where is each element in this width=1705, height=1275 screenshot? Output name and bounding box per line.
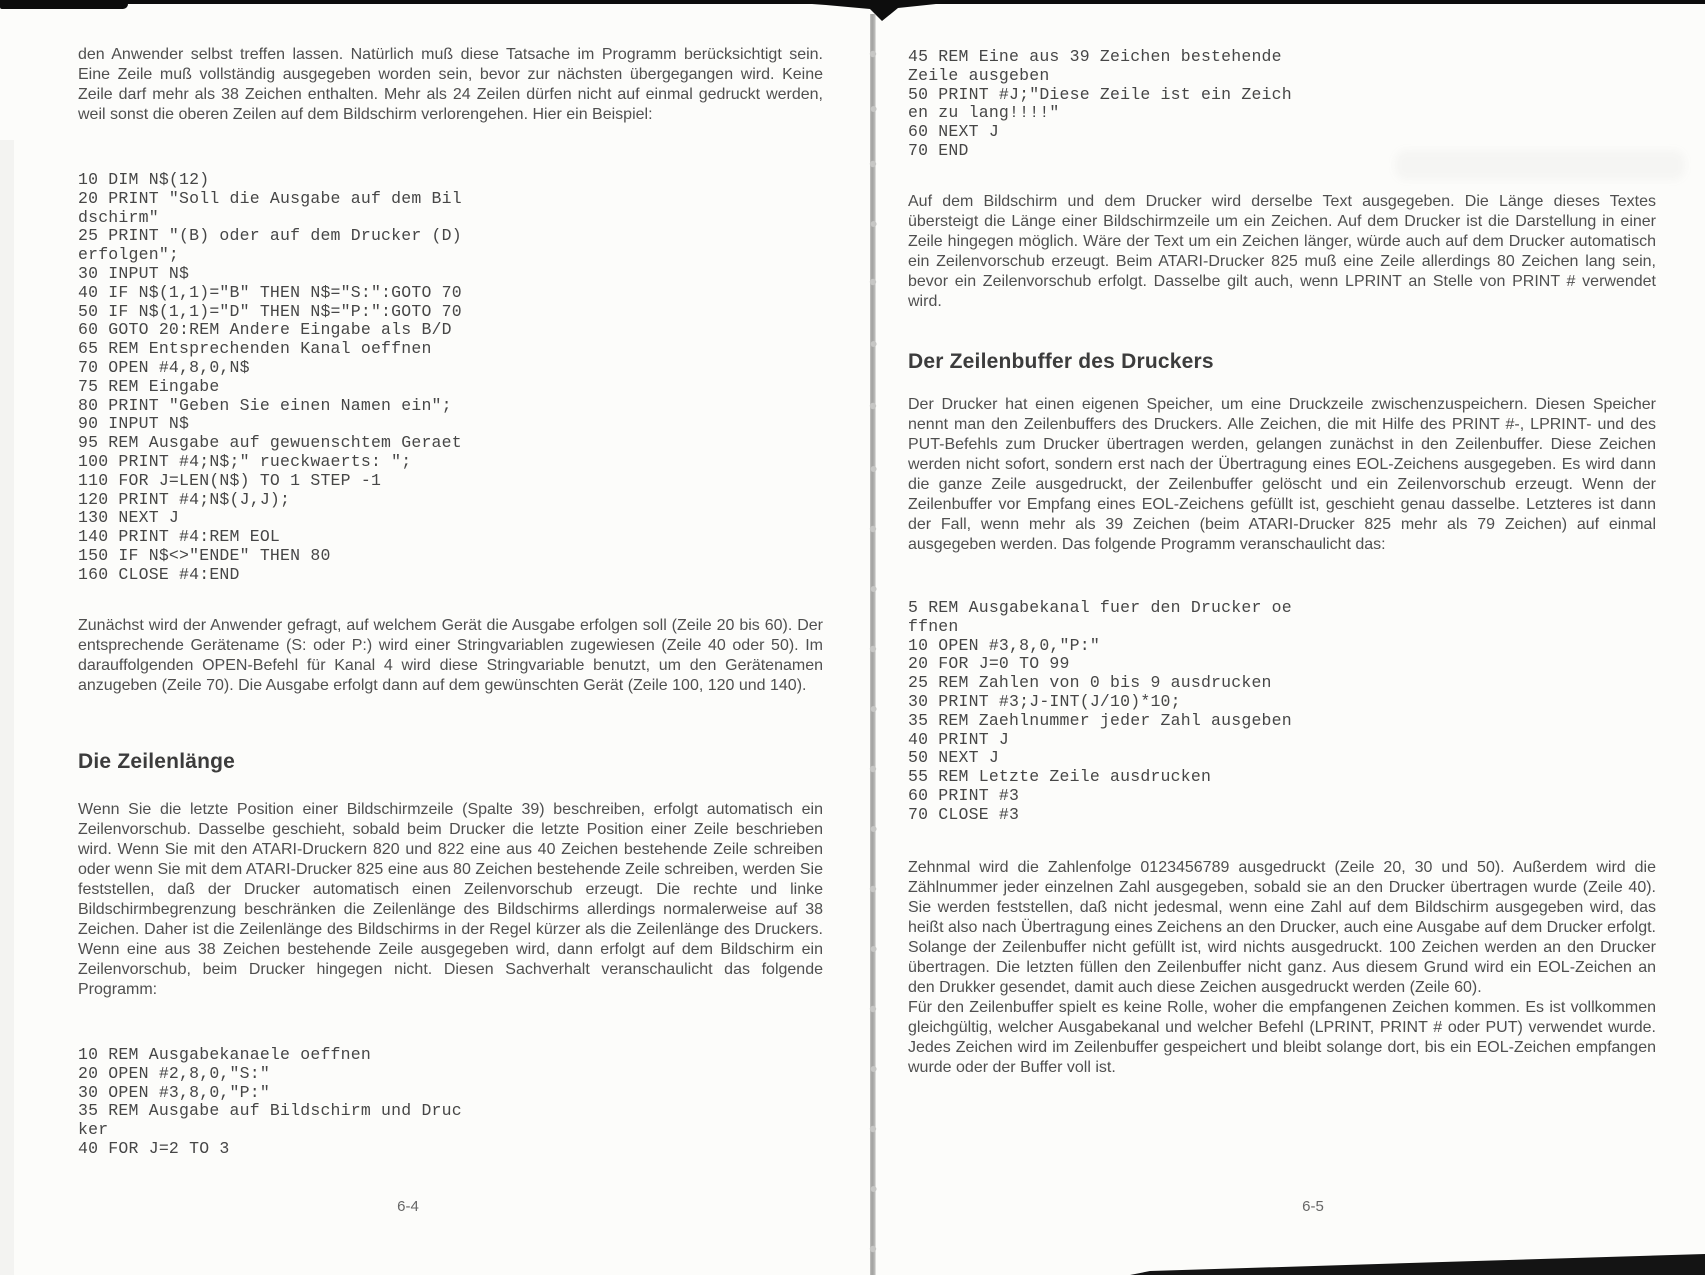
code-line: 40 IF N$(1,1)="B" THEN N$="S:":GOTO 70 — [78, 282, 462, 302]
code-line: 10 DIM N$(12) — [78, 170, 210, 189]
code-line: 50 PRINT #J;"Diese Zeile ist ein Zeich — [908, 84, 1292, 104]
code-line: 20 OPEN #2,8,0,"S:" — [78, 1063, 270, 1083]
code-line: 110 FOR J=LEN(N$) TO 1 STEP -1 — [78, 470, 382, 490]
code-line: 25 REM Zahlen von 0 bis 9 ausdrucken — [908, 673, 1272, 693]
code-line: 140 PRINT #4:REM EOL — [78, 527, 281, 547]
code-line: 60 PRINT #3 — [908, 785, 1020, 805]
right-basic-listing-2 — [908, 599, 1658, 825]
code-line: 65 REM Entsprechenden Kanal oeffnen — [78, 339, 432, 359]
code-line: 10 REM Ausgabekanaele oeffnen — [78, 1045, 371, 1064]
right-closing-text — [908, 858, 1656, 1078]
code-line: erfolgen"; — [78, 245, 180, 265]
scan-top-edge-shadow — [0, 0, 1705, 4]
code-line: 70 OPEN #4,8,0,N$ — [78, 357, 250, 377]
code-line: 50 NEXT J — [908, 748, 999, 768]
code-line: 70 END — [908, 140, 969, 160]
scan-corner-shadow — [0, 0, 128, 9]
code-line: ker — [78, 1120, 109, 1140]
scan-left-edge-shading — [0, 140, 14, 1275]
right-page-number: 6-5 — [1302, 1198, 1324, 1215]
code-line: 75 REM Eingabe — [78, 376, 220, 396]
code-line: 45 REM Eine aus 39 Zeichen bestehende — [908, 47, 1282, 66]
left-section-heading: Die Zeilenlänge — [78, 750, 236, 773]
right-paragraph-2: Zehnmal wird die Zahlenfolge 0123456789 ausgedruckt (Zeile 20, 30 und 50). Außerdem wird die Zählnummer jeder einzelnen Zahl ausgegeben, sobald sie an den Drucker übertragen wurde (Zeile 40). Sie werden feststellen, daß nicht jedesmal, wenn eine Zahl auf dem Bildschirm ausgegeben wird, das heißt also nach Übertragung eines Zeichens an den Drucker, auch eine Ausgabe auf dem Drucker erfolgt. Solange der Zeilenbuffer nicht gefüllt ist, wird nichts ausgedruckt. 100 Zeichen werden an den Drucker übertragen. Die letzten füllen den Zeilenbuffer nicht ganz. Aus diesem Grund wird ein EOL-Zeichen an den Drukker gesendet, damit auch diese Zeichen ausgedruckt werden (Zeile 60). — [908, 859, 1656, 996]
code-line: 40 PRINT J — [908, 729, 1010, 749]
code-line: 55 REM Letzte Zeile ausdrucken — [908, 767, 1212, 787]
code-line: 35 REM Zaehlnummer jeder Zahl ausgeben — [908, 710, 1292, 730]
code-line: 35 REM Ausgabe auf Bildschirm und Druc — [78, 1101, 462, 1121]
code-line: en zu lang!!!!" — [908, 103, 1060, 123]
code-line: 30 INPUT N$ — [78, 263, 190, 283]
code-line: 60 NEXT J — [908, 122, 999, 142]
right-section-heading: Der Zeilenbuffer des Druckers — [908, 350, 1214, 373]
right-basic-listing-1 — [908, 48, 1658, 161]
left-basic-listing-1 — [78, 171, 823, 585]
code-line: Zeile ausgeben — [908, 65, 1050, 85]
code-line: 150 IF N$<>"ENDE" THEN 80 — [78, 545, 331, 565]
code-line: 5 REM Ausgabekanal fuer den Drucker oe — [908, 598, 1292, 617]
right-paragraph-3: Für den Zeilenbuffer spielt es keine Rolle, woher die empfangenen Zeichen kommen. Es ist vollkommen gleichgültig, welcher Ausgabekanal und welcher Befehl (LPRINT, PRINT # oder PUT) verwendet wurde. Jedes Zeichen wird im Zeilenbuffer gespeichert und bleibt solange dort, bis ein EOL-Zeichen empfangen wurde oder der Buffer voll ist. — [908, 999, 1656, 1076]
code-line: 90 INPUT N$ — [78, 414, 190, 434]
right-paragraph-1: Auf dem Bildschirm und dem Drucker wird derselbe Text ausgegeben. Die Länge dieses Textes übersteigt die Länge einer Bildschirmzeile um ein Zeichen. Auf dem Drucker ist die Darstellung in einer Zeile hingegen möglich. Wäre der Text um ein Zeichen länger, würde auch auf dem Drucker automatisch ein Zeilenvorschub erzeugt. Beim ATARI-Drucker 825 muß eine Zeile allerdings 80 Zeichen lang sein, bevor ein Zeilenvorschub erfolgt. Dasselbe gilt auch, wenn LPRINT an Stelle von PRINT # verwendet wird. — [908, 193, 1656, 310]
code-line: 20 PRINT "Soll die Ausgabe auf dem Bil — [78, 188, 462, 208]
code-line: dschirm" — [78, 207, 159, 227]
code-line: 40 FOR J=2 TO 3 — [78, 1138, 230, 1158]
code-line: 20 FOR J=0 TO 99 — [908, 654, 1070, 674]
code-line: 25 PRINT "(B) oder auf dem Drucker (D) — [78, 226, 462, 246]
code-line: 70 CLOSE #3 — [908, 804, 1020, 824]
left-after-code-paragraph: Zunächst wird der Anwender gefragt, auf welchem Gerät die Ausgabe erfolgen soll (Zeile 20 bis 60). Der entsprechende Gerätename (S: oder P:) wird einer Stringvariablen zugewiesen (Zeile 40 oder 50). Im darauffolgenden OPEN-Befehl für Kanal 4 wird diese Stringvariable benutzt, um den Gerätenamen anzugeben (Zeile 70). Die Ausgabe erfolgt dann auf dem gewünschten Gerät (Zeile 100, 120 und 140). — [78, 617, 823, 694]
code-line: 10 OPEN #3,8,0,"P:" — [908, 635, 1100, 655]
code-line: 60 GOTO 20:REM Andere Eingabe als B/D — [78, 320, 452, 340]
book-binding — [866, 14, 880, 1275]
right-section-paragraph: Der Drucker hat einen eigenen Speicher, um eine Druckzeile zwischenzuspeichern. Diesen Speicher nennt man den Zeilenbuffers des Druckers. Alle Zeichen, die mit Hilfe des PRINT #-, LPRINT- und des PUT-Befehls zum Drucker übertragen werden, gelangen zunächst in den Zeilenbuffer. Diese Zeichen werden nicht sofort, sondern erst nach der Übertragung eines EOL-Zeichens ausgegeben. Es wird dann die ganze Zeile ausgedruckt, der Zeilenbuffer gelöscht und ein Zeilenvorschub erzeugt. Wenn der Zeilenbuffer vor Empfang eines EOL-Zeichens gefüllt ist, geschieht genau dasselbe. Letzteres ist dann der Fall, wenn mehr als 39 Zeichen (beim ATARI-Drucker 825 mehr als 79 Zeichen) auf einmal ausgegeben werden. Das folgende Programm veranschaulicht das: — [908, 396, 1656, 553]
left-intro-paragraph: den Anwender selbst treffen lassen. Natürlich muß diese Tatsache im Programm berücksichtigt sein. Eine Zeile muß vollständig ausgegeben worden sein, bevor zur nächsten übergegangen wird. Keine Zeile darf mehr als 38 Zeichen enthalten. Mehr als 24 Zeilen dürfen nicht auf einmal gedruckt werden, weil sonst die oberen Zeilen auf dem Bildschirm verlorengehen. Hier ein Beispiel: — [78, 46, 823, 123]
code-line: 100 PRINT #4;N$;" rueckwaerts: "; — [78, 451, 412, 471]
code-line: 130 NEXT J — [78, 508, 180, 528]
code-line: ffnen — [908, 616, 959, 636]
code-line: 95 REM Ausgabe auf gewuenschtem Geraet — [78, 433, 462, 453]
code-line: 120 PRINT #4;N$(J,J); — [78, 489, 291, 509]
scan-bottom-edge-shadow — [1130, 1250, 1705, 1275]
code-line: 30 OPEN #3,8,0,"P:" — [78, 1082, 270, 1102]
code-line: 30 PRINT #3;J-INT(J/10)*10; — [908, 691, 1181, 711]
code-line: 80 PRINT "Geben Sie einen Namen ein"; — [78, 395, 452, 415]
left-basic-listing-2 — [78, 1046, 823, 1159]
left-page-number: 6-4 — [397, 1198, 419, 1215]
binding-top-shadow — [786, 0, 954, 22]
code-line: 50 IF N$(1,1)="D" THEN N$="P:":GOTO 70 — [78, 301, 462, 321]
left-section-paragraph: Wenn Sie die letzte Position einer Bildschirmzeile (Spalte 39) beschreiben, erfolgt automatisch ein Zeilenvorschub. Dasselbe geschieht, sobald beim Drucker die letzte Position einer Zeile beschrieben wird. Wenn Sie mit den ATARI-Druckern 820 und 822 eine aus 40 Zeichen bestehende Zeile schreiben oder wenn Sie mit dem ATARI-Drucker 825 eine aus 80 Zeichen bestehende Zeile schreiben, werden Sie feststellen, daß der Drucker automatisch einen Zeilenvorschub erzeugt. Die rechte und linke Bildschirmbegrenzung beschränken die Zeilenlänge des Bildschirms allerdings normalerweise auf 38 Zeichen. Daher ist die Zeilenlänge des Bildschirms in der Regel kürzer als die Zeilenlänge des Druckers. Wenn eine aus 38 Zeichen bestehende Zeile ausgegeben wird, dann erfolgt auf dem Bildschirm ein Zeilenvorschub, beim Drucker hingegen nicht. Diesen Sachverhalt veranschaulicht das folgende Programm: — [78, 801, 823, 998]
code-line: 160 CLOSE #4:END — [78, 564, 240, 584]
